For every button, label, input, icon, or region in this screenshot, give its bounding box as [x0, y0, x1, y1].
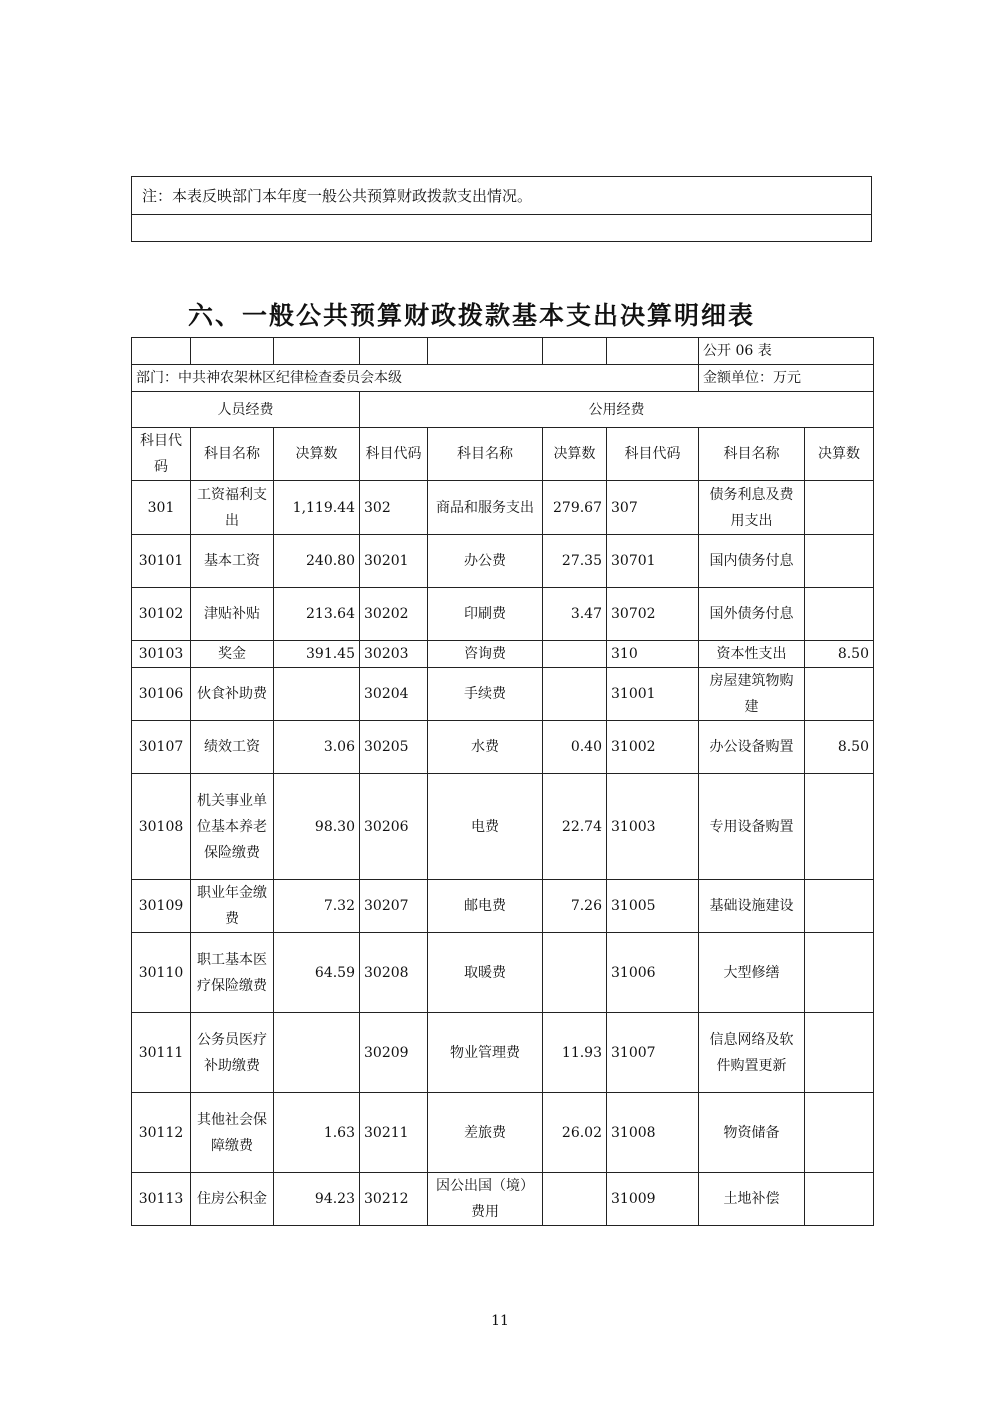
cell-amount: 7.32	[274, 880, 360, 933]
header-code: 科目代码	[360, 428, 428, 481]
cell-amount	[274, 1013, 360, 1093]
blank-cell	[428, 338, 543, 365]
header-amount: 决算数	[805, 428, 874, 481]
cell-amount: 27.35	[543, 535, 607, 588]
cell-amount: 98.30	[274, 774, 360, 880]
form-number: 公开 06 表	[699, 338, 874, 365]
blank-cell	[360, 338, 428, 365]
cell-name: 国内债务付息	[699, 535, 805, 588]
cell-name: 印刷费	[428, 588, 543, 641]
cell-code: 30206	[360, 774, 428, 880]
table-row	[132, 1173, 874, 1226]
department-label: 部门：中共神农架林区纪律检查委员会本级	[132, 365, 699, 392]
cell-code: 30107	[132, 721, 191, 774]
cell-amount: 94.23	[274, 1173, 360, 1226]
cell-code: 30110	[132, 933, 191, 1013]
unit-label: 金额单位：万元	[699, 365, 874, 392]
cell-amount	[543, 641, 607, 668]
cell-name: 工资福利支出	[191, 481, 274, 535]
cell-amount	[805, 588, 874, 641]
table-row	[132, 880, 874, 933]
cell-name: 差旅费	[428, 1093, 543, 1173]
cell-code: 30205	[360, 721, 428, 774]
cell-code: 30209	[360, 1013, 428, 1093]
cell-amount	[805, 933, 874, 1013]
cell-name: 商品和服务支出	[428, 481, 543, 535]
cell-amount	[543, 668, 607, 721]
group-public: 公用经费	[360, 392, 874, 428]
header-name: 科目名称	[428, 428, 543, 481]
cell-code: 301	[132, 481, 191, 535]
cell-code: 30201	[360, 535, 428, 588]
cell-amount	[543, 933, 607, 1013]
cell-code: 30101	[132, 535, 191, 588]
cell-code: 31002	[607, 721, 699, 774]
cell-code: 31006	[607, 933, 699, 1013]
cell-amount	[805, 880, 874, 933]
table-row	[132, 588, 874, 641]
cell-amount	[805, 1093, 874, 1173]
header-code: 科目代码	[132, 428, 191, 481]
header-code: 科目代码	[607, 428, 699, 481]
group-personnel: 人员经费	[132, 392, 360, 428]
cell-name: 因公出国（境）费用	[428, 1173, 543, 1226]
cell-name: 信息网络及软件购置更新	[699, 1013, 805, 1093]
cell-code: 31008	[607, 1093, 699, 1173]
header-amount: 决算数	[274, 428, 360, 481]
table-row	[132, 641, 874, 668]
cell-code: 30702	[607, 588, 699, 641]
cell-code: 30102	[132, 588, 191, 641]
cell-name: 资本性支出	[699, 641, 805, 668]
cell-name: 水费	[428, 721, 543, 774]
cell-name: 职工基本医疗保险缴费	[191, 933, 274, 1013]
table-row	[132, 535, 874, 588]
cell-amount: 391.45	[274, 641, 360, 668]
blank-cell	[274, 338, 360, 365]
cell-amount	[543, 1173, 607, 1226]
cell-name: 津贴补贴	[191, 588, 274, 641]
cell-code: 307	[607, 481, 699, 535]
cell-code: 31005	[607, 880, 699, 933]
cell-code: 30112	[132, 1093, 191, 1173]
cell-amount: 64.59	[274, 933, 360, 1013]
cell-amount	[805, 774, 874, 880]
blank-cell	[132, 338, 191, 365]
cell-code: 30106	[132, 668, 191, 721]
cell-name: 基本工资	[191, 535, 274, 588]
cell-name: 债务利息及费用支出	[699, 481, 805, 535]
cell-name: 物业管理费	[428, 1013, 543, 1093]
cell-amount	[274, 668, 360, 721]
cell-code: 30211	[360, 1093, 428, 1173]
cell-amount	[805, 1013, 874, 1093]
cell-amount: 1,119.44	[274, 481, 360, 535]
cell-code: 30108	[132, 774, 191, 880]
cell-code: 30109	[132, 880, 191, 933]
table-row	[132, 481, 874, 535]
table-row	[132, 1093, 874, 1173]
cell-name: 奖金	[191, 641, 274, 668]
cell-name: 机关事业单位基本养老保险缴费	[191, 774, 274, 880]
cell-code: 30208	[360, 933, 428, 1013]
note-text: 注：本表反映部门本年度一般公共预算财政拨款支出情况。	[132, 177, 872, 215]
cell-code: 30204	[360, 668, 428, 721]
cell-name: 办公设备购置	[699, 721, 805, 774]
cell-name: 住房公积金	[191, 1173, 274, 1226]
table-row	[132, 668, 874, 721]
note-table	[131, 176, 872, 242]
cell-name: 伙食补助费	[191, 668, 274, 721]
table-row	[132, 721, 874, 774]
cell-code: 30207	[360, 880, 428, 933]
header-name: 科目名称	[699, 428, 805, 481]
cell-name: 取暖费	[428, 933, 543, 1013]
cell-amount: 3.06	[274, 721, 360, 774]
cell-code: 30111	[132, 1013, 191, 1093]
cell-code: 30212	[360, 1173, 428, 1226]
cell-code: 31001	[607, 668, 699, 721]
blank-cell	[607, 338, 699, 365]
cell-name: 办公费	[428, 535, 543, 588]
cell-name: 土地补偿	[699, 1173, 805, 1226]
cell-name: 国外债务付息	[699, 588, 805, 641]
cell-name: 房屋建筑物购建	[699, 668, 805, 721]
cell-code: 310	[607, 641, 699, 668]
cell-code: 30103	[132, 641, 191, 668]
table-row	[132, 1013, 874, 1093]
table-row	[132, 933, 874, 1013]
cell-amount: 26.02	[543, 1093, 607, 1173]
cell-amount: 279.67	[543, 481, 607, 535]
cell-code: 31009	[607, 1173, 699, 1226]
cell-amount: 213.64	[274, 588, 360, 641]
cell-amount: 3.47	[543, 588, 607, 641]
cell-amount: 8.50	[805, 721, 874, 774]
cell-code: 30113	[132, 1173, 191, 1226]
header-name: 科目名称	[191, 428, 274, 481]
cell-amount	[805, 668, 874, 721]
page-number: 11	[491, 1313, 509, 1329]
cell-amount: 22.74	[543, 774, 607, 880]
page-title: 六、一般公共预算财政拨款基本支出决算明细表	[188, 301, 756, 330]
cell-amount: 1.63	[274, 1093, 360, 1173]
cell-amount	[805, 535, 874, 588]
cell-name: 其他社会保障缴费	[191, 1093, 274, 1173]
header-amount: 决算数	[543, 428, 607, 481]
cell-name: 电费	[428, 774, 543, 880]
cell-code: 30203	[360, 641, 428, 668]
cell-amount: 7.26	[543, 880, 607, 933]
cell-amount	[805, 481, 874, 535]
cell-name: 大型修缮	[699, 933, 805, 1013]
cell-amount: 8.50	[805, 641, 874, 668]
cell-amount: 240.80	[274, 535, 360, 588]
cell-code: 31007	[607, 1013, 699, 1093]
cell-amount	[805, 1173, 874, 1226]
blank-cell	[543, 338, 607, 365]
cell-amount: 11.93	[543, 1013, 607, 1093]
table-row	[132, 774, 874, 880]
cell-name: 手续费	[428, 668, 543, 721]
cell-code: 31003	[607, 774, 699, 880]
cell-code: 30202	[360, 588, 428, 641]
expenditure-detail-table	[131, 337, 874, 1226]
cell-name: 公务员医疗补助缴费	[191, 1013, 274, 1093]
cell-name: 专用设备购置	[699, 774, 805, 880]
cell-name: 邮电费	[428, 880, 543, 933]
cell-code: 30701	[607, 535, 699, 588]
cell-code: 302	[360, 481, 428, 535]
cell-name: 物资储备	[699, 1093, 805, 1173]
cell-name: 职业年金缴费	[191, 880, 274, 933]
blank-cell	[191, 338, 274, 365]
cell-name: 绩效工资	[191, 721, 274, 774]
cell-name: 基础设施建设	[699, 880, 805, 933]
note-empty-row	[132, 215, 872, 242]
cell-amount: 0.40	[543, 721, 607, 774]
cell-name: 咨询费	[428, 641, 543, 668]
